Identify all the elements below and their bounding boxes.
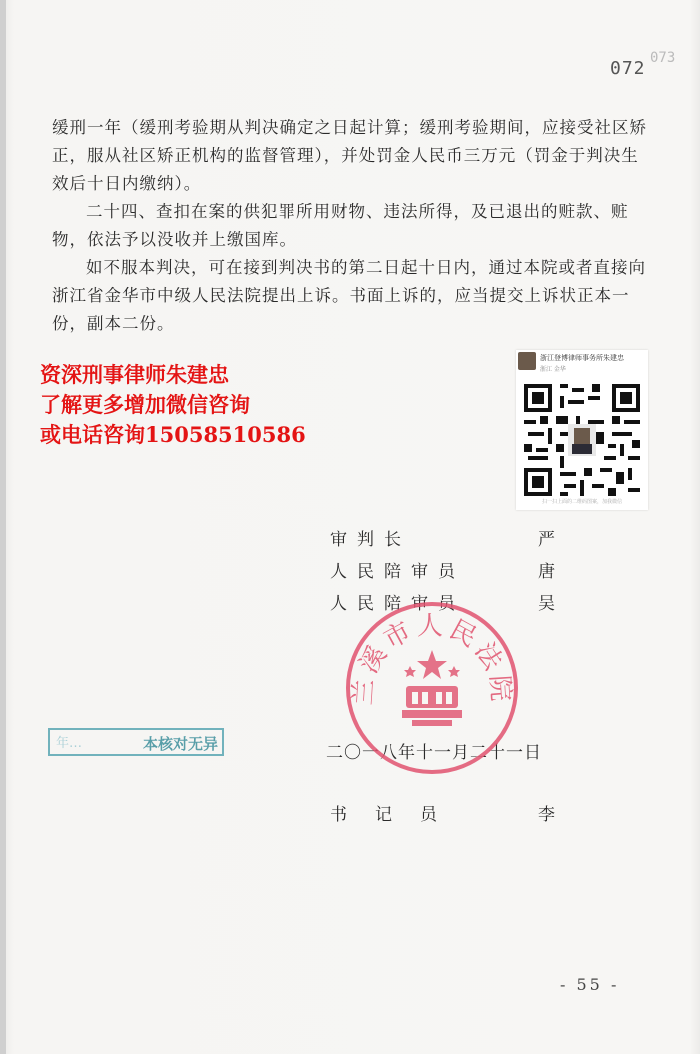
court-seal-icon	[342, 598, 522, 778]
archive-page-number: 072	[610, 58, 646, 79]
stamp-text: 本核对无异	[142, 735, 218, 753]
promo-line-2: 了解更多增加微信咨询	[40, 392, 250, 417]
ghost-page-number: 073	[650, 50, 676, 66]
signature-row-clerk	[330, 800, 555, 825]
signature-row-juror-1	[330, 557, 555, 582]
judgment-body	[52, 114, 652, 338]
scan-edge	[0, 0, 6, 1054]
qr-contact-name: 浙江登博律师事务所朱建忠	[540, 354, 624, 362]
paragraph-appeal: 如不服本判决，可在接到判决书的第二日起十日内，通过本院或者直接向浙江省金华市中级人民法院提出上诉。书面上诉的，应当提交上诉状正本一份，副本二份。	[52, 258, 646, 333]
paragraph-confiscation: 二十四、查扣在案的供犯罪所用财物、违法所得，及已退出的赃款、赃物，依法予以没收并上缴国库。	[52, 202, 629, 249]
qr-code-icon	[524, 384, 640, 496]
signature-name: 严	[538, 530, 555, 550]
signature-role: 审判长	[330, 530, 411, 550]
qr-footer-note: 扫一扫上面的二维码图案，加我微信	[541, 499, 622, 505]
signature-role: 书记员	[330, 805, 465, 825]
lawyer-promo	[40, 360, 306, 450]
signature-name: 吴	[538, 594, 555, 614]
stamp-faint-text: 年…	[56, 736, 83, 751]
avatar	[518, 352, 536, 370]
paragraph-probation: 缓刑一年（缓刑考验期从判决确定之日起计算；缓刑考验期间，应接受社区矫正，服从社区矫正机构的监督管理），并处罚金人民币三万元（罚金于判决生效后十日内缴纳）。	[52, 118, 647, 193]
wechat-qr-card[interactable]	[516, 350, 648, 510]
judgment-date: 二〇一八年十一月二十一日	[326, 743, 542, 763]
signature-name: 唐	[538, 562, 555, 582]
page-footer-number: - 55 -	[560, 975, 620, 994]
qr-contact-location: 浙江 金华	[540, 366, 566, 373]
promo-line-1: 资深刑事律师朱建忠	[40, 362, 229, 387]
signature-role: 人民陪审员	[330, 562, 465, 582]
verification-stamp	[48, 728, 224, 756]
signature-role: 人民陪审员	[330, 594, 465, 614]
qr-header	[516, 350, 648, 380]
promo-line-3: 或电话咨询15058510586	[40, 422, 306, 447]
svg-text:兰溪市人民法院: 兰溪市人民法院	[348, 611, 516, 707]
signature-row-presiding-judge	[330, 525, 555, 550]
signature-name: 李	[538, 805, 555, 825]
